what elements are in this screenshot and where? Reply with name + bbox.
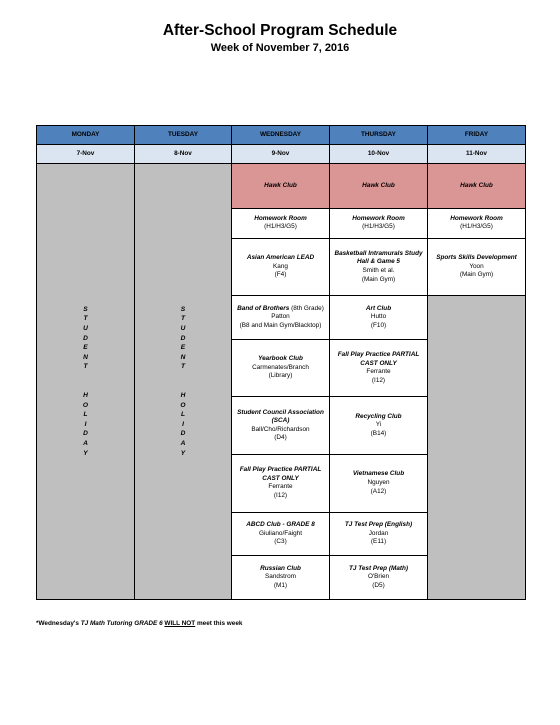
activity-cell: Band of Brothers (8th Grade) Patton (B8 and Main Gym/Blacktop) xyxy=(232,296,330,340)
date-monday: 7-Nov xyxy=(37,145,135,164)
activity-cell: Recycling Club Yi (B14) xyxy=(330,397,428,455)
holiday-vertical-text: S T U D E N T H O L I D A Y xyxy=(180,305,186,457)
activity-cell: Art Club Hutto (F10) xyxy=(330,296,428,340)
activity-cell: Asian American LEAD Kang (F4) xyxy=(232,238,330,296)
holiday-vertical-text: S T U D E N T H O L I D A Y xyxy=(82,305,89,457)
schedule-table xyxy=(36,125,526,600)
day-header-wednesday: WEDNESDAY xyxy=(232,126,330,145)
activity-cell: Homework Room (H1/H3/G5) xyxy=(330,209,428,239)
activity-cell: Fall Play Practice PARTIAL CAST ONLY Ferrante (I12) xyxy=(232,455,330,513)
tuesday-student-holiday xyxy=(135,164,232,600)
activity-cell: Basketball Intramurals Study Hall & Game 5 Smith et al. (Main Gym) xyxy=(330,238,428,296)
date-header-row xyxy=(37,145,526,164)
activity-cell: Vietnamese Club Nguyen (A12) xyxy=(330,455,428,513)
activity-cell: Homework Room (H1/H3/G5) xyxy=(428,209,526,239)
page-title: After-School Program Schedule xyxy=(162,22,398,39)
day-header-tuesday: TUESDAY xyxy=(135,126,232,145)
activity-cell: Sports Skills Development Yoon (Main Gym) xyxy=(428,238,526,296)
activity-cell: ABCD Club - GRADE 8 Giuliano/Faight (C3) xyxy=(232,512,330,556)
page-subtitle: Week of November 7, 2016 xyxy=(210,42,350,54)
day-header-row xyxy=(37,126,526,145)
day-header-monday: MONDAY xyxy=(37,126,135,145)
day-header-friday: FRIDAY xyxy=(428,126,526,145)
activity-cell: TJ Test Prep (Math) O'Brien (D5) xyxy=(330,556,428,600)
day-header-thursday: THURSDAY xyxy=(330,126,428,145)
hawk-club-thursday: Hawk Club xyxy=(330,164,428,209)
activity-cell: Yearbook Club Carmenates/Branch (Library) xyxy=(232,339,330,397)
date-wednesday: 9-Nov xyxy=(232,145,330,164)
hawk-club-friday: Hawk Club xyxy=(428,164,526,209)
activity-cell: Russian Club Sandstrom (M1) xyxy=(232,556,330,600)
date-tuesday: 8-Nov xyxy=(135,145,232,164)
friday-no-activities xyxy=(428,296,526,600)
activity-cell: Student Council Association (SCA) Ball/Cho/Richardson (D4) xyxy=(232,397,330,455)
date-friday: 11-Nov xyxy=(428,145,526,164)
monday-student-holiday xyxy=(37,164,135,600)
date-thursday: 10-Nov xyxy=(330,145,428,164)
hawk-club-row xyxy=(37,164,526,209)
activity-cell: Fall Play Practice PARTIAL CAST ONLY Ferrante (I12) xyxy=(330,339,428,397)
hawk-club-wednesday: Hawk Club xyxy=(232,164,330,209)
footnote: *Wednesday's TJ Math Tutoring GRADE 6 WILL NOT meet this week xyxy=(36,620,243,627)
activity-cell: TJ Test Prep (English) Jordan (E11) xyxy=(330,512,428,556)
activity-cell: Homework Room (H1/H3/G5) xyxy=(232,209,330,239)
